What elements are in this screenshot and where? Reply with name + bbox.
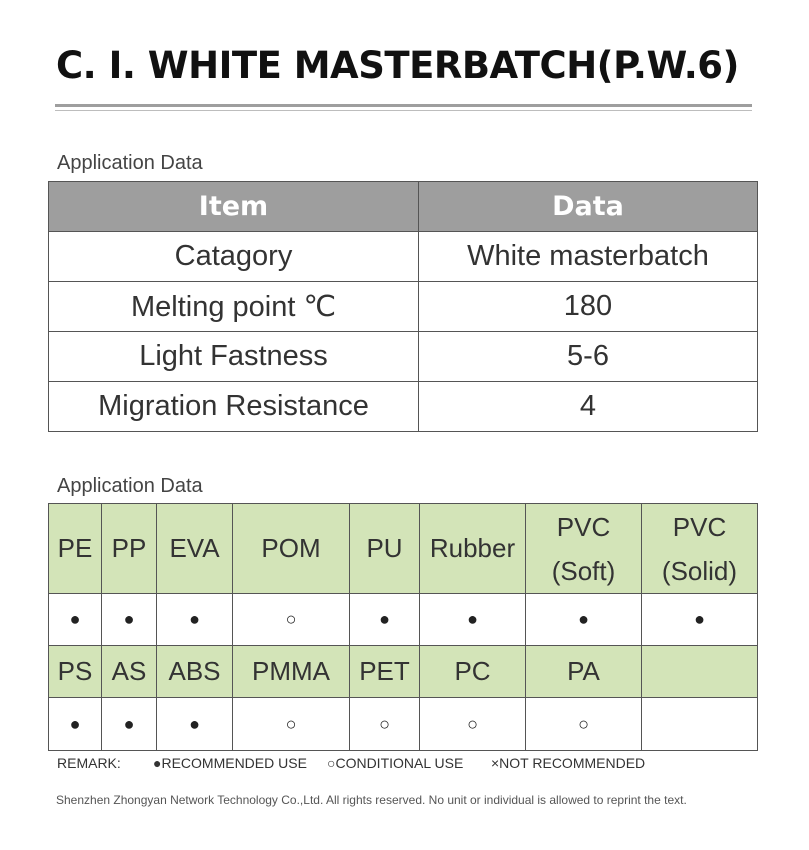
- data-cell: White masterbatch: [419, 232, 758, 282]
- material-variant: (Solid): [661, 555, 738, 586]
- suitability-cell: ●: [102, 594, 157, 646]
- material-row: [49, 646, 758, 698]
- suitability-cell-empty: [642, 698, 758, 751]
- suitability-row: [49, 698, 758, 751]
- suitability-cell: ●: [102, 698, 157, 751]
- remark-label: REMARK:: [57, 755, 121, 771]
- title-divider-thick: [55, 104, 752, 107]
- data-cell: 5-6: [419, 332, 758, 382]
- title-divider-thin: [55, 110, 752, 111]
- table-row: [49, 282, 758, 332]
- material-cell: ABS: [157, 646, 233, 698]
- material-cell: Rubber: [420, 504, 526, 594]
- applications-caption: Application Data: [57, 475, 203, 497]
- legend-recommended: ●RECOMMENDED USE: [153, 755, 307, 771]
- material-variant: (Soft): [551, 555, 616, 586]
- data-cell: 180: [419, 282, 758, 332]
- material-name: PVC: [556, 511, 611, 542]
- suitability-cell: ○: [350, 698, 420, 751]
- item-cell: Light Fastness: [49, 332, 419, 382]
- suitability-cell: ●: [157, 698, 233, 751]
- material-cell: PA: [526, 646, 642, 698]
- suitability-row: [49, 594, 758, 646]
- suitability-cell: ●: [350, 594, 420, 646]
- table-row: [49, 232, 758, 282]
- material-cell: PET: [350, 646, 420, 698]
- material-cell: PE: [49, 504, 102, 594]
- suitability-cell: ○: [233, 594, 350, 646]
- material-cell: PU: [350, 504, 420, 594]
- suitability-cell: ●: [642, 594, 758, 646]
- material-cell: PC: [420, 646, 526, 698]
- remark-legend: [57, 755, 645, 771]
- material-cell-empty: [642, 646, 758, 698]
- legend-not-recommended: ×NOT RECOMMENDED: [491, 755, 646, 771]
- table-row: [49, 332, 758, 382]
- material-name: PVC: [672, 511, 727, 542]
- material-row: [49, 504, 758, 594]
- suitability-cell: ●: [526, 594, 642, 646]
- copyright-footer: Shenzhen Zhongyan Network Technology Co.,Ltd. All rights reserved. No unit or individual is allowed to reprint the text.: [56, 793, 687, 807]
- data-cell: 4: [419, 382, 758, 432]
- material-cell-pvc-solid: [642, 504, 758, 594]
- item-cell: Catagory: [49, 232, 419, 282]
- suitability-cell: ●: [420, 594, 526, 646]
- material-cell: AS: [102, 646, 157, 698]
- suitability-cell: ○: [233, 698, 350, 751]
- table-row: [49, 382, 758, 432]
- suitability-cell: ●: [49, 698, 102, 751]
- material-cell-pvc-soft: [526, 504, 642, 594]
- properties-caption: Application Data: [57, 152, 203, 174]
- material-cell: PS: [49, 646, 102, 698]
- table-header-row: [49, 182, 758, 232]
- application-table: [48, 503, 758, 751]
- data-column-header: Data: [419, 182, 758, 232]
- material-cell: EVA: [157, 504, 233, 594]
- legend-conditional: ○CONDITIONAL USE: [327, 755, 464, 771]
- material-cell: POM: [233, 504, 350, 594]
- item-cell: Melting point ℃: [49, 282, 419, 332]
- suitability-cell: ○: [526, 698, 642, 751]
- properties-table: [48, 181, 758, 432]
- suitability-cell: ○: [420, 698, 526, 751]
- item-column-header: Item: [49, 182, 419, 232]
- page-title: C. I. WHITE MASTERBATCH(P.W.6): [56, 44, 739, 87]
- material-cell: PP: [102, 504, 157, 594]
- suitability-cell: ●: [49, 594, 102, 646]
- item-cell: Migration Resistance: [49, 382, 419, 432]
- suitability-cell: ●: [157, 594, 233, 646]
- material-cell: PMMA: [233, 646, 350, 698]
